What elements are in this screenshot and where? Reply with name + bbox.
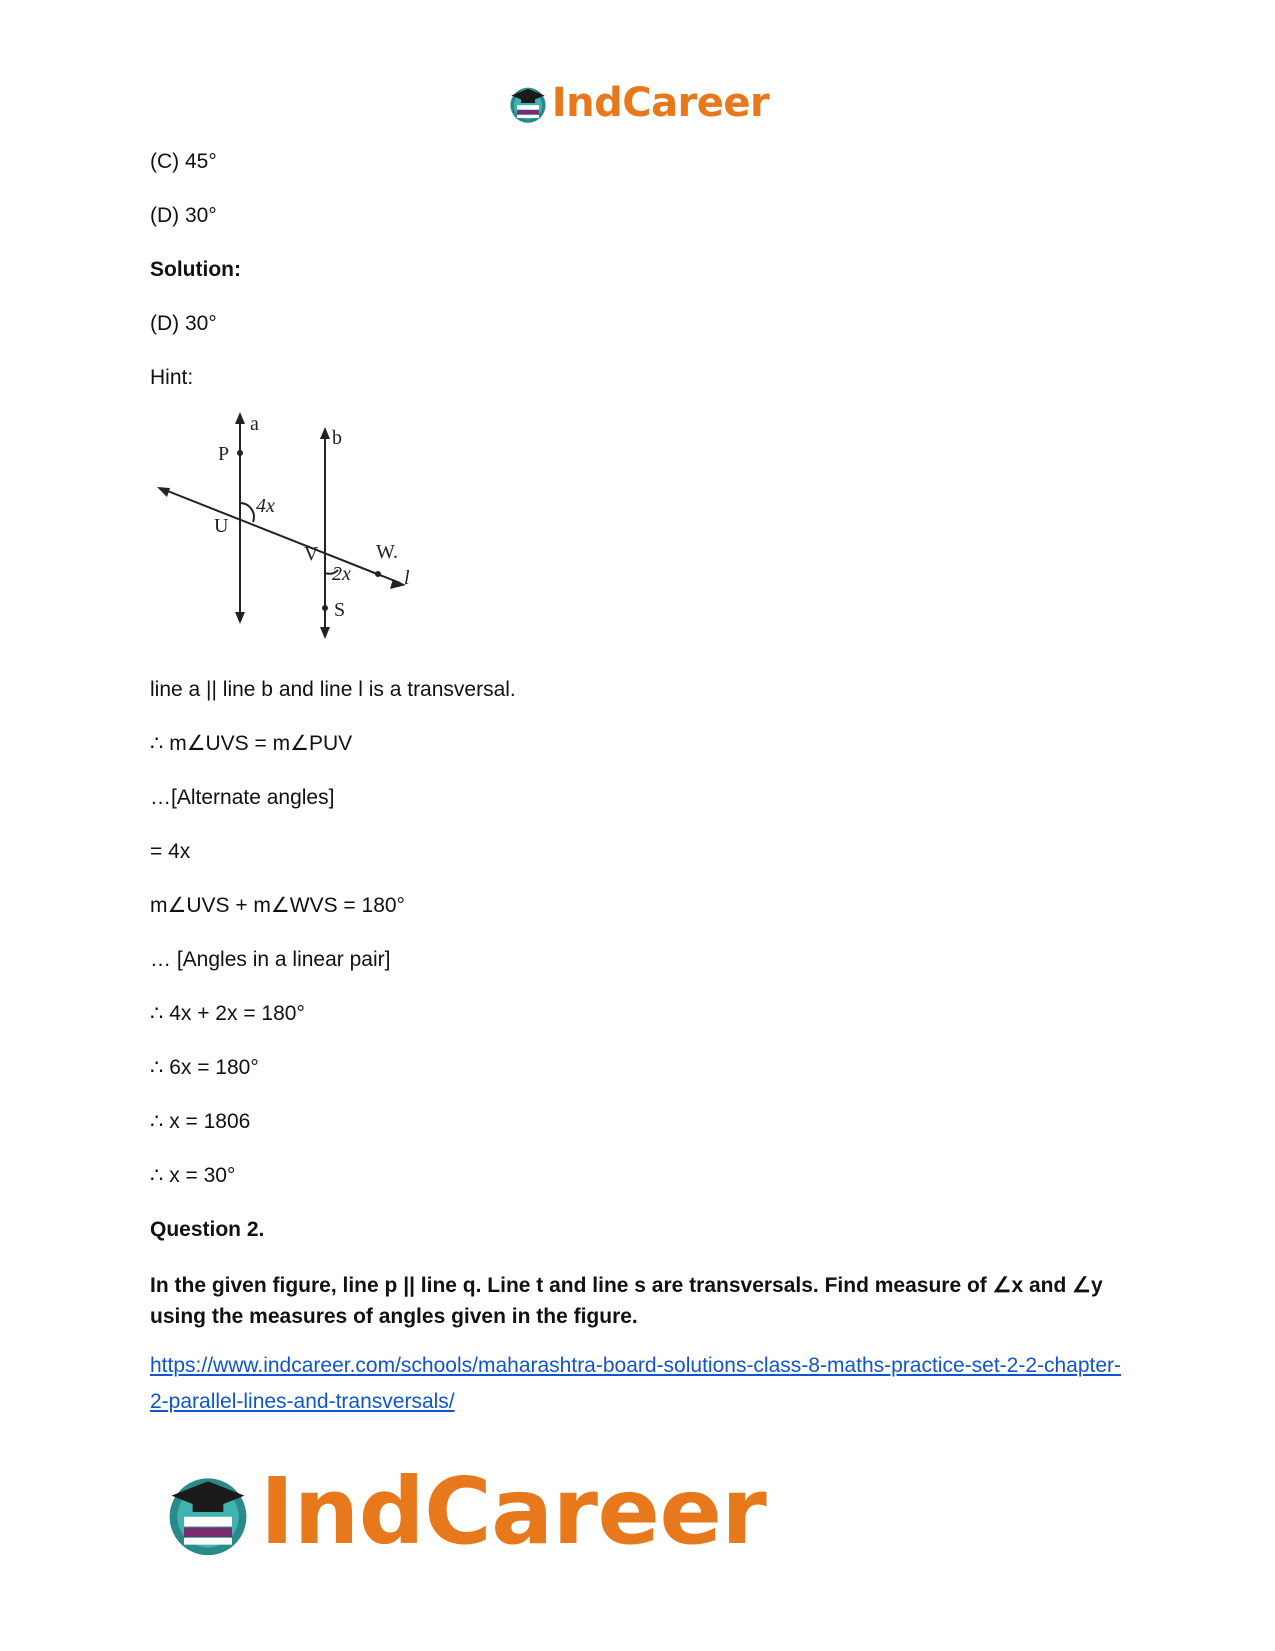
step-10: ∴ x = 30° bbox=[150, 1164, 236, 1187]
graduation-cap-globe-icon bbox=[160, 1464, 256, 1560]
step-9: ∴ x = 1806 bbox=[150, 1110, 251, 1133]
step-1: line a || line b and line l is a transversal. bbox=[150, 678, 516, 701]
label-l: l bbox=[404, 567, 410, 589]
step-3: …[Alternate angles] bbox=[150, 786, 335, 809]
option-d: (D) 30° bbox=[150, 204, 217, 227]
brand-name-large: IndCareer bbox=[260, 1458, 767, 1565]
label-p: P bbox=[218, 443, 230, 465]
header-logo bbox=[0, 80, 1275, 126]
option-c: (C) 45° bbox=[150, 150, 217, 173]
step-2: ∴ m∠UVS = m∠PUV bbox=[150, 732, 353, 755]
solution-heading: Solution: bbox=[150, 258, 241, 281]
hint-label: Hint: bbox=[150, 366, 194, 389]
question-2-text: In the given figure, line p || line q. Line t and line s are transversals. Find measure of ∠x and ∠y using the measures of angles given in the figure. bbox=[150, 1274, 1103, 1328]
solution-answer: (D) 30° bbox=[150, 312, 217, 335]
step-8: ∴ 6x = 180° bbox=[150, 1056, 259, 1079]
label-b: b bbox=[332, 427, 342, 449]
graduation-cap-globe-icon bbox=[506, 81, 550, 125]
step-4: = 4x bbox=[150, 840, 191, 863]
label-s: S bbox=[334, 599, 346, 621]
step-5: m∠UVS + m∠WVS = 180° bbox=[150, 894, 405, 917]
angle-4x: 4x bbox=[256, 495, 275, 517]
footer-logo bbox=[160, 1458, 766, 1565]
label-v: V bbox=[304, 543, 319, 565]
question-2-heading: Question 2. bbox=[150, 1218, 265, 1241]
transversal-figure bbox=[150, 408, 430, 648]
source-link[interactable]: https://www.indcareer.com/schools/maharashtra-board-solutions-class-8-maths-practice-set-2-2-chapter-2-parallel-lines-and-transversals/ bbox=[150, 1354, 1122, 1413]
brand-name: IndCareer bbox=[551, 80, 770, 126]
angle-2x: 2x bbox=[332, 563, 351, 585]
step-7: ∴ 4x + 2x = 180° bbox=[150, 1002, 305, 1025]
label-u: U bbox=[214, 515, 229, 537]
label-w: W. bbox=[376, 541, 399, 563]
label-a: a bbox=[250, 413, 259, 435]
document-body bbox=[150, 148, 1130, 1420]
step-6: … [Angles in a linear pair] bbox=[150, 948, 391, 971]
